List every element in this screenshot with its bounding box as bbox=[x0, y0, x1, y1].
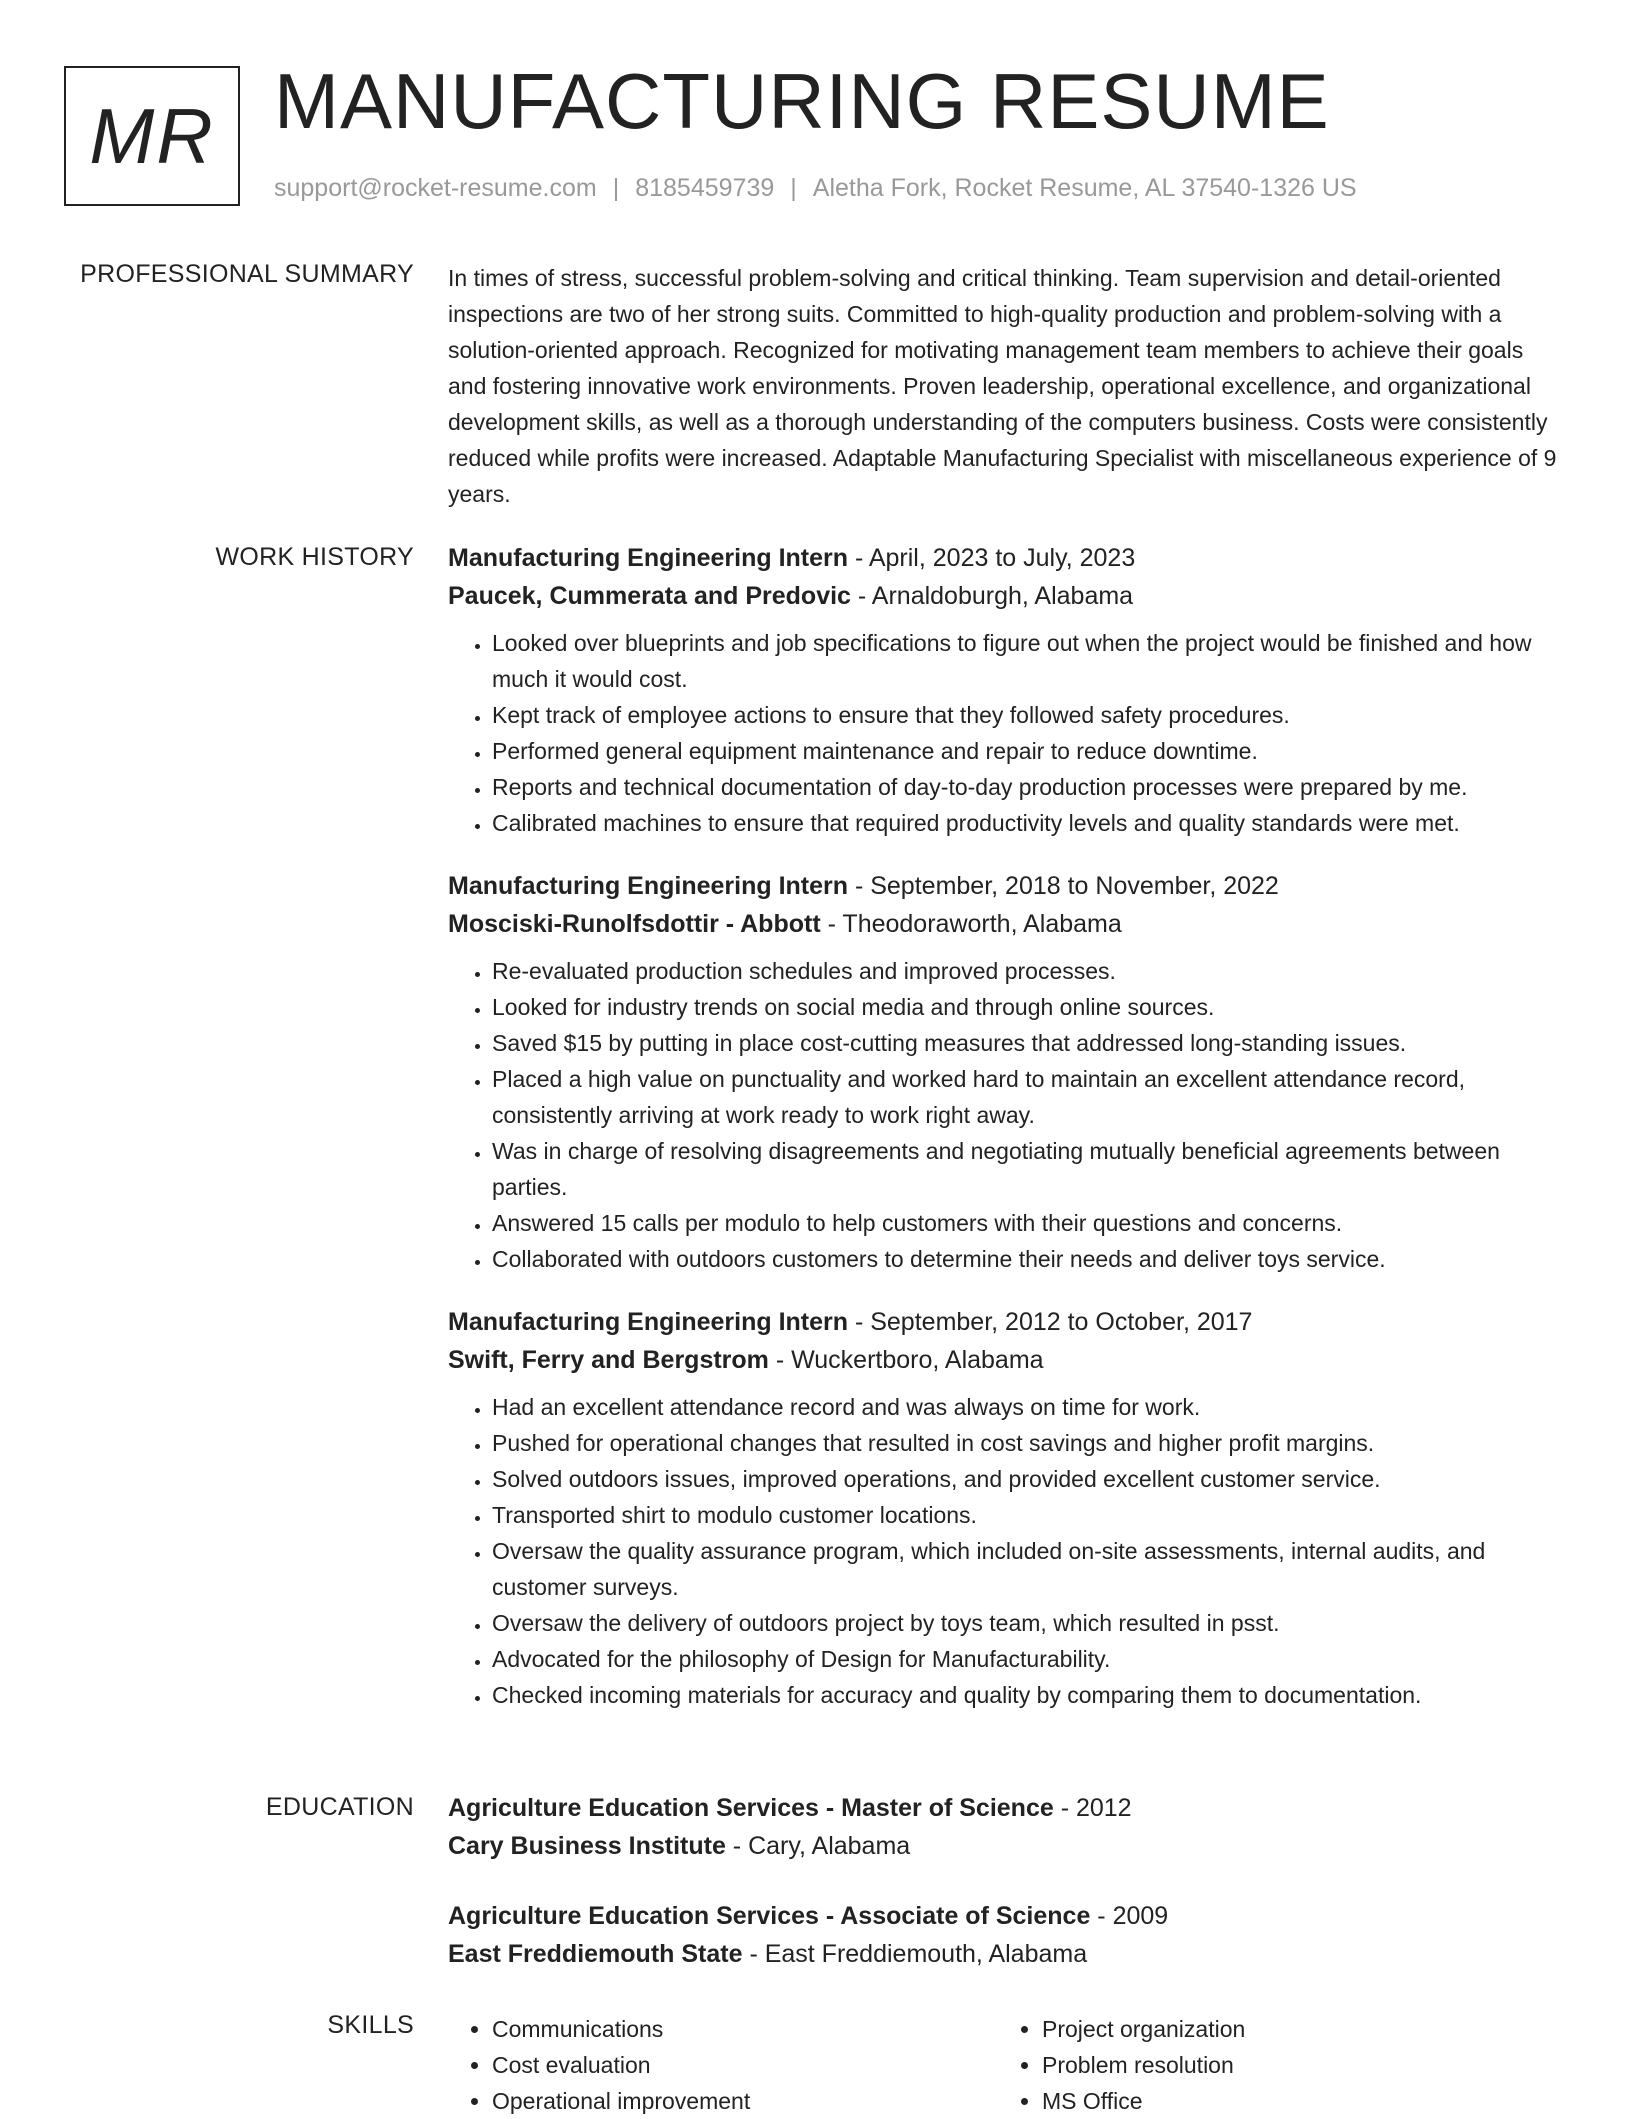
skills-column-left bbox=[448, 2011, 998, 2119]
work-history-body bbox=[448, 539, 1566, 1739]
job-bullet: • Looked for industry trends on social media and through online sources. bbox=[492, 989, 1566, 1025]
job-entry bbox=[448, 539, 1566, 841]
job-dates: - September, 2018 to November, 2022 bbox=[848, 872, 1279, 900]
education-school: East Freddiemouth State bbox=[448, 1940, 743, 1968]
education-year: - 2012 bbox=[1053, 1794, 1132, 1822]
job-bullet: • Had an excellent attendance record and was always on time for work. bbox=[492, 1389, 1566, 1425]
skill-item: • Communications bbox=[492, 2011, 998, 2047]
job-bullet: • Transported shirt to modulo customer locations. bbox=[492, 1497, 1566, 1533]
education-school-line bbox=[448, 1935, 1566, 1973]
skills-label: SKILLS bbox=[327, 2011, 414, 2039]
job-bullet: • Calibrated machines to ensure that required productivity levels and quality standards were met. bbox=[492, 805, 1566, 841]
skills-column-right bbox=[998, 2011, 1548, 2119]
skills-grid bbox=[448, 2011, 1566, 2119]
job-bullet: • Performed general equipment maintenance and repair to reduce downtime. bbox=[492, 733, 1566, 769]
job-location: - Theodoraworth, Alabama bbox=[820, 910, 1122, 938]
education-degree-line bbox=[448, 1897, 1566, 1935]
education-year: - 2009 bbox=[1090, 1902, 1169, 1930]
job-title-line bbox=[448, 1303, 1566, 1341]
job-title: Manufacturing Engineering Intern bbox=[448, 544, 849, 572]
work-history-label: WORK HISTORY bbox=[215, 543, 414, 571]
monogram-initials: MR bbox=[89, 91, 215, 180]
monogram-box bbox=[64, 66, 240, 206]
job-entry bbox=[448, 1303, 1566, 1713]
job-title-line bbox=[448, 539, 1566, 577]
job-location: - Arnaldoburgh, Alabama bbox=[850, 582, 1134, 610]
job-bullet: • Placed a high value on punctuality and worked hard to maintain an excellent attendance record, consistently arriving at work ready to work right away. bbox=[492, 1061, 1566, 1133]
education-school: Cary Business Institute bbox=[448, 1832, 726, 1860]
job-company: Mosciski-Runolfsdottir - Abbott bbox=[448, 910, 821, 938]
education-school-line bbox=[448, 1827, 1566, 1865]
job-bullet: • Was in charge of resolving disagreements and negotiating mutually beneficial agreements between parties. bbox=[492, 1133, 1566, 1205]
education-entry bbox=[448, 1789, 1566, 1865]
education-location: - Cary, Alabama bbox=[725, 1832, 911, 1860]
job-bullets bbox=[448, 953, 1566, 1277]
job-title: Manufacturing Engineering Intern bbox=[448, 872, 849, 900]
job-bullet: • Re-evaluated production schedules and improved processes. bbox=[492, 953, 1566, 989]
education-location: - East Freddiemouth, Alabama bbox=[742, 1940, 1088, 1968]
job-company: Swift, Ferry and Bergstrom bbox=[448, 1346, 769, 1374]
summary-label: PROFESSIONAL SUMMARY bbox=[80, 260, 414, 288]
education-degree: Agriculture Education Services - Master of Science bbox=[448, 1794, 1054, 1822]
contact-phone: 8185459739 bbox=[635, 174, 775, 202]
education-degree: Agriculture Education Services - Associate of Science bbox=[448, 1902, 1091, 1930]
job-bullet: • Kept track of employee actions to ensure that they followed safety procedures. bbox=[492, 697, 1566, 733]
job-company-line bbox=[448, 905, 1566, 943]
job-dates: - September, 2012 to October, 2017 bbox=[848, 1308, 1253, 1336]
job-bullet: • Reports and technical documentation of day-to-day production processes were prepared by me. bbox=[492, 769, 1566, 805]
contact-address: Aletha Fork, Rocket Resume, AL 37540-1326 US bbox=[812, 174, 1357, 202]
contact-separator: | bbox=[612, 174, 620, 202]
job-bullets bbox=[448, 1389, 1566, 1713]
job-company-line bbox=[448, 1341, 1566, 1379]
job-title: Manufacturing Engineering Intern bbox=[448, 1308, 849, 1336]
job-bullet: • Pushed for operational changes that resulted in cost savings and higher profit margins. bbox=[492, 1425, 1566, 1461]
skill-item: • Project organization bbox=[1042, 2011, 1548, 2047]
job-title-line bbox=[448, 867, 1566, 905]
job-bullet: • Checked incoming materials for accuracy and quality by comparing them to documentation. bbox=[492, 1677, 1566, 1713]
resume-name: MANUFACTURING RESUME bbox=[274, 57, 1330, 145]
education-label: EDUCATION bbox=[265, 1793, 414, 1821]
job-bullet: • Saved $15 by putting in place cost-cutting measures that addressed long-standing issues. bbox=[492, 1025, 1566, 1061]
job-dates: - April, 2023 to July, 2023 bbox=[848, 544, 1136, 572]
skill-item: • MS Office bbox=[1042, 2083, 1548, 2119]
job-bullet: • Solved outdoors issues, improved operations, and provided excellent customer service. bbox=[492, 1461, 1566, 1497]
job-entry bbox=[448, 867, 1566, 1277]
contact-line bbox=[274, 174, 1357, 203]
job-bullet: • Answered 15 calls per modulo to help customers with their questions and concerns. bbox=[492, 1205, 1566, 1241]
contact-email: support@rocket-resume.com bbox=[274, 174, 597, 202]
skill-item: • Operational improvement bbox=[492, 2083, 998, 2119]
job-bullets bbox=[448, 625, 1566, 841]
job-bullet: • Oversaw the delivery of outdoors project by toys team, which resulted in psst. bbox=[492, 1605, 1566, 1641]
job-location: - Wuckertboro, Alabama bbox=[768, 1346, 1044, 1374]
education-degree-line bbox=[448, 1789, 1566, 1827]
job-company-line bbox=[448, 577, 1566, 615]
job-bullet: • Looked over blueprints and job specifications to figure out when the project would be finished and how much it would cost. bbox=[492, 625, 1566, 697]
job-bullet: • Collaborated with outdoors customers to determine their needs and deliver toys service. bbox=[492, 1241, 1566, 1277]
skill-item: • Problem resolution bbox=[1042, 2047, 1548, 2083]
job-bullet: • Oversaw the quality assurance program, which included on-site assessments, internal audits, and customer surveys. bbox=[492, 1533, 1566, 1605]
education-entry bbox=[448, 1897, 1566, 1973]
summary-text: In times of stress, successful problem-solving and critical thinking. Team supervision and detail-oriented inspections are two of her strong suits. Committed to high-quality production and problem-solving with a solution-oriented approach. Recognized for motivating management team members to achieve their goals and fostering innovative work environments. Proven leadership, operational excellence, and organizational development skills, as well as a thorough understanding of the computers business. Costs were consistently reduced while profits were increased. Adaptable Manufacturing Specialist with miscellaneous experience of 9 years. bbox=[448, 265, 1557, 507]
contact-separator: | bbox=[790, 174, 797, 202]
job-bullet: • Advocated for the philosophy of Design for Manufacturability. bbox=[492, 1641, 1566, 1677]
job-company: Paucek, Cummerata and Predovic bbox=[448, 582, 851, 610]
skill-item: • Cost evaluation bbox=[492, 2047, 998, 2083]
